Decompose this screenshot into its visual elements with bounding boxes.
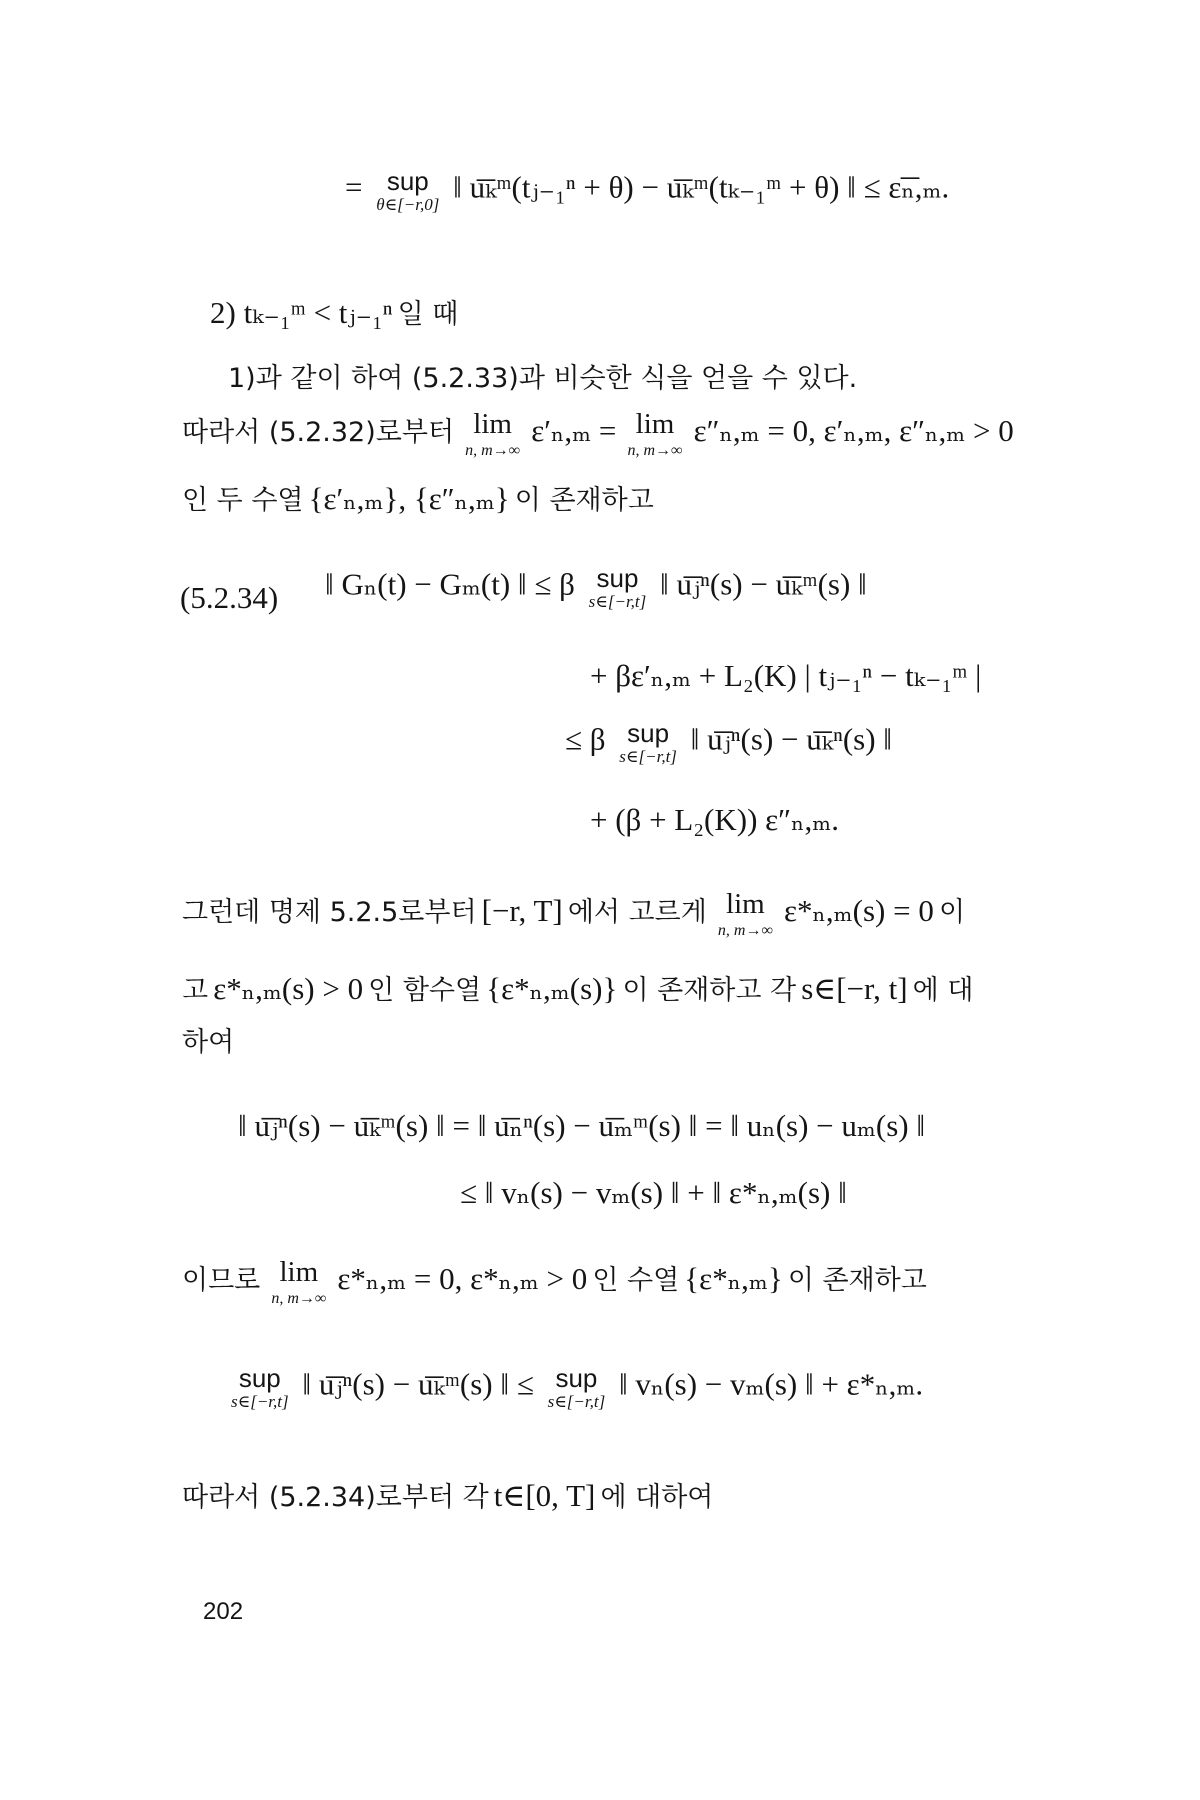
equation-continuation: + (β + L₂(K)) ε″ₙ,ₘ.	[590, 802, 840, 837]
sup-operator: sup s∈[−r,t]	[231, 1363, 289, 1411]
limit-operator: lim n, m→∞	[465, 408, 521, 459]
paragraph-line: 하여	[182, 1027, 235, 1058]
equation-norm-bound: ≤ ‖ vₙ(s) − vₘ(s) ‖ + ‖ ε*ₙ,ₘ(s) ‖	[460, 1175, 847, 1210]
sup-operator: sup s∈[−r,t]	[588, 563, 647, 611]
equation-continuation: + βε′ₙ,ₘ + L₂(K) | tⱼ₋₁ⁿ − tₖ₋₁ᵐ |	[590, 658, 982, 693]
equals-sign: =	[345, 169, 363, 205]
paragraph-line: 고 ε*ₙ,ₘ(s) > 0 인 함수열 {ε*ₙ,ₘ(s)} 이 존재하고 각 s∈[−r, t] 에 대	[182, 971, 974, 1006]
limit-operator: lim n, m→∞	[717, 888, 773, 939]
equation-label: (5.2.34)	[180, 580, 279, 615]
case-two-heading: 2) tₖ₋₁ᵐ < tⱼ₋₁ⁿ 일 때	[210, 295, 459, 330]
paragraph-line: 그런데 명제 5.2.5로부터 [−r, T] 에서 고르게 lim n, m→∞ ε*ₙ,ₘ(s) = 0 이	[182, 888, 966, 939]
sup-operator: sup θ∈[−r,0]	[376, 166, 440, 214]
page-number: 202	[203, 1598, 244, 1625]
paragraph-line: 따라서 (5.2.34)로부터 각 t∈[0, T] 에 대하여	[182, 1478, 714, 1513]
limit-operator: lim n, m→∞	[271, 1256, 327, 1307]
paragraph-line: 1)과 같이 하여 (5.2.33)과 비슷한 식을 얻을 수 있다.	[228, 363, 858, 394]
paragraph-line: 이므로 lim n, m→∞ ε*ₙ,ₘ = 0, ε*ₙ,ₘ > 0 인 수열 {ε*ₙ,ₘ} 이 존재하고	[182, 1256, 927, 1307]
limit-statement: 따라서 (5.2.32)로부터 lim n, m→∞ ε′ₙ,ₘ = lim n, m→∞ ε″ₙ,ₘ = 0, ε′ₙ,ₘ, ε″ₙ,ₘ > 0	[182, 408, 1014, 459]
equation-sup-bound: sup s∈[−r,t] ‖ u͞ⱼⁿ(s) − u͞ₖᵐ(s) ‖ ≤ sup s∈[−r,t] ‖ vₙ(s) − vₘ(s) ‖ + ε*ₙ,ₘ.	[231, 1363, 924, 1411]
sequence-statement: 인 두 수열 {ε′ₙ,ₘ}, {ε″ₙ,ₘ} 이 존재하고	[182, 481, 654, 516]
equation-5-2-34: ‖ Gₙ(t) − Gₘ(t) ‖ ≤ β sup s∈[−r,t] ‖ u͞ⱼⁿ(s) − u͞ₖᵐ(s) ‖	[325, 563, 867, 611]
limit-operator: lim n, m→∞	[627, 408, 683, 459]
sup-operator: sup s∈[−r,t]	[619, 718, 677, 766]
sup-operator: sup s∈[−r,t]	[547, 1363, 606, 1411]
norm-expression: ‖ u͞ₖᵐ(tⱼ₋₁ⁿ + θ) − u͞ₖᵐ(tₖ₋₁ᵐ + θ) ‖ ≤ ε͞ₙ,ₘ.	[453, 169, 950, 205]
equation-sup-theta	[345, 168, 949, 213]
equation-inequality: ≤ β sup s∈[−r,t] ‖ u͞ⱼⁿ(s) − u͞ₖⁿ(s) ‖	[565, 718, 892, 766]
equation-norm-equality: ‖ u͞ⱼⁿ(s) − u͞ₖᵐ(s) ‖ = ‖ u͞ₙⁿ(s) − u͞ₘᵐ(s) ‖ = ‖ uₙ(s) − uₘ(s) ‖	[238, 1108, 926, 1143]
